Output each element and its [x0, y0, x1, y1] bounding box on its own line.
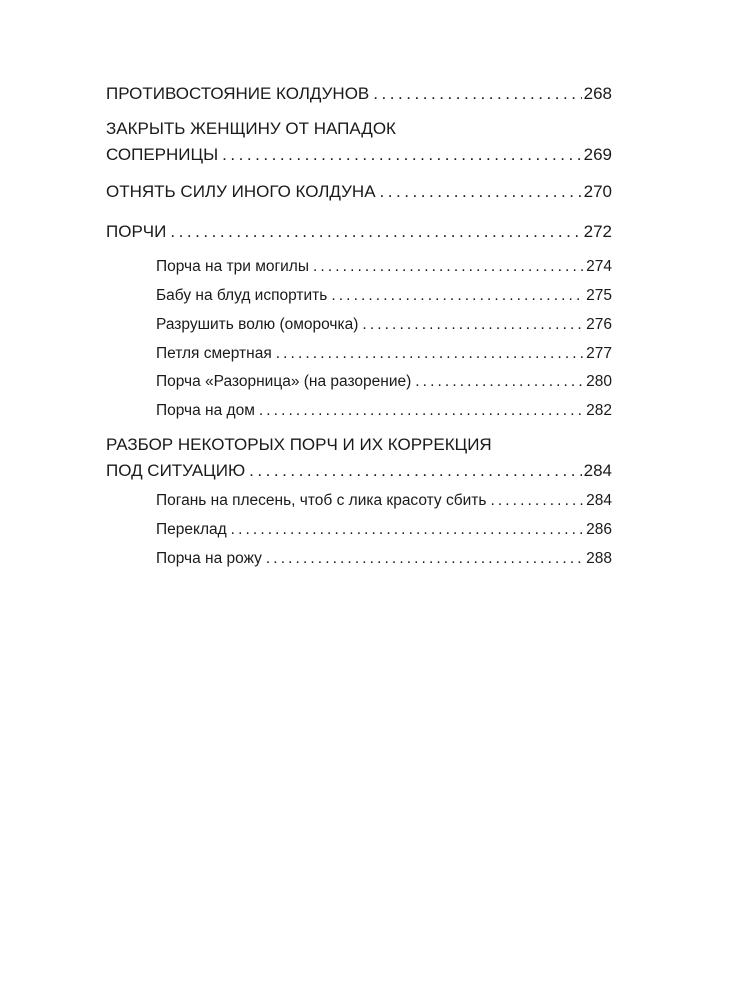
- dot-leader: [259, 400, 584, 422]
- toc-entry-page: 276: [586, 316, 612, 333]
- toc-entry-title: ОТНЯТЬ СИЛУ ИНОГО КОЛДУНА: [106, 182, 376, 201]
- toc-subentry[interactable]: [156, 314, 612, 336]
- toc-entry-page: 284: [586, 492, 612, 509]
- toc-entry[interactable]: [106, 181, 612, 203]
- toc-subentry[interactable]: [156, 343, 612, 365]
- dot-leader: [331, 285, 584, 307]
- toc-entry-page: 274: [586, 258, 612, 275]
- dot-leader: [266, 548, 584, 570]
- toc-entry-page: 280: [586, 373, 612, 390]
- toc-entry-page: 272: [583, 222, 612, 241]
- dot-leader: [415, 371, 584, 393]
- toc-entry-title: Бабу на блуд испортить: [156, 287, 328, 304]
- toc-entry-title: Порча на три могилы: [156, 258, 309, 275]
- toc-entry-page: 288: [586, 550, 612, 567]
- toc-entry-title-line1[interactable]: РАЗБОР НЕКОТОРЫХ ПОРЧ И ИХ КОРРЕКЦИЯ: [106, 435, 492, 454]
- toc-entry-page: 270: [583, 182, 612, 201]
- dot-leader: [222, 144, 581, 166]
- toc-entry-title: СОПЕРНИЦЫ: [106, 145, 219, 164]
- dot-leader: [249, 460, 581, 482]
- dot-leader: [276, 343, 584, 365]
- toc-entry[interactable]: [106, 83, 612, 105]
- toc-entry-title: Порча «Разорница» (на разорение): [156, 373, 412, 390]
- dot-leader: [490, 490, 584, 512]
- toc-subentry[interactable]: [156, 490, 612, 512]
- toc-entry-title: Петля смертная: [156, 345, 272, 362]
- toc-entry[interactable]: [106, 221, 612, 243]
- dot-leader: [313, 256, 584, 278]
- toc-entry-page: 286: [586, 521, 612, 538]
- toc-subentry[interactable]: [156, 371, 612, 393]
- toc-subentry[interactable]: [156, 285, 612, 307]
- toc-entry-title: ПРОТИВОСТОЯНИЕ КОЛДУНОВ: [106, 84, 370, 103]
- toc-subentry[interactable]: [156, 256, 612, 278]
- toc-entry-title: Разрушить волю (оморочка): [156, 316, 359, 333]
- toc-subentry[interactable]: [156, 548, 612, 570]
- toc-entry-title: Погань на плесень, чтоб с лика красоту сбить: [156, 492, 487, 509]
- toc-entry[interactable]: [106, 460, 612, 482]
- toc-entry-title: Переклад: [156, 521, 227, 538]
- toc-subentry[interactable]: [156, 400, 612, 422]
- toc-subentry[interactable]: [156, 519, 612, 541]
- toc-entry-title: ПОРЧИ: [106, 222, 167, 241]
- toc-entry[interactable]: [106, 144, 612, 166]
- dot-leader: [362, 314, 584, 336]
- toc-entry-page: 268: [583, 84, 612, 103]
- toc-entry-title: Порча на рожу: [156, 550, 262, 567]
- toc-entry-page: 284: [583, 461, 612, 480]
- toc-entry-page: 275: [586, 287, 612, 304]
- toc-entry-title: ПОД СИТУАЦИЮ: [106, 461, 246, 480]
- toc-entry-title: Порча на дом: [156, 402, 255, 419]
- toc-entry-page: 269: [583, 145, 612, 164]
- dot-leader: [170, 221, 581, 243]
- toc-entry-page: 277: [586, 345, 612, 362]
- dot-leader: [380, 181, 582, 203]
- dot-leader: [373, 83, 581, 105]
- toc-entry-page: 282: [586, 402, 612, 419]
- toc-entry-title-line1[interactable]: ЗАКРЫТЬ ЖЕНЩИНУ ОТ НАПАДОК: [106, 119, 396, 138]
- dot-leader: [231, 519, 584, 541]
